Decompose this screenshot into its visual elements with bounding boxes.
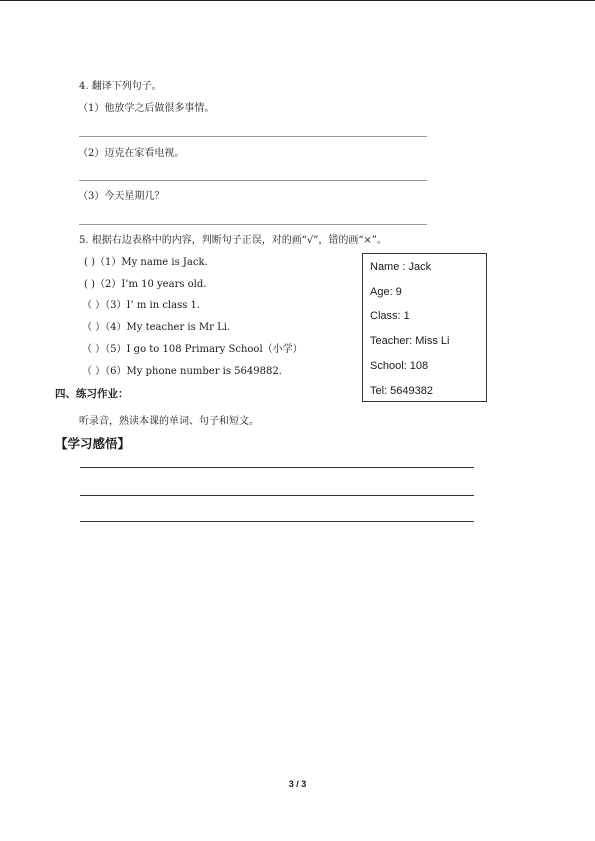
q4-answer-line-1[interactable] — [79, 136, 427, 137]
q5-item-2: ( )（2）I’m 10 years old. — [84, 279, 207, 290]
reflection-line-2[interactable] — [80, 495, 474, 496]
card-teacher: Teacher: Miss Li — [370, 335, 450, 347]
q4-item-2: （2）迈克在家看电视。 — [78, 148, 185, 159]
card-class: Class: 1 — [370, 310, 410, 322]
card-name: Name : Jack — [370, 261, 432, 273]
card-age: Age: 9 — [370, 286, 402, 298]
q4-item-3: （3）今天星期几？ — [78, 191, 165, 202]
reflection-line-1[interactable] — [80, 467, 474, 468]
page-top-border — [0, 0, 595, 1]
card-school: School: 108 — [370, 360, 429, 372]
q4-answer-line-3[interactable] — [79, 224, 427, 225]
q4-item-1: （1）他放学之后做很多事情。 — [78, 103, 215, 114]
q5-item-3: （ ）（3）I’ m in class 1. — [82, 300, 201, 311]
info-card — [362, 253, 487, 402]
q5-item-4: （ ）（4）My teacher is Mr Li. — [82, 322, 231, 333]
q4-answer-line-2[interactable] — [79, 180, 427, 181]
q5-item-5: （ ）（5）I go to 108 Primary School（小学） — [82, 344, 303, 355]
homework-heading: 四、练习作业： — [55, 388, 129, 400]
q5-item-6: （ ）（6）My phone number is 5649882. — [82, 366, 282, 377]
homework-text: 听录音，熟读本课的单词、句子和短文。 — [79, 416, 259, 427]
q5-title: 5. 根据右边表格中的内容，判断句子正误，对的画“√”，错的画“×”。 — [79, 235, 387, 246]
q5-item-1: ( )（1）My name is Jack. — [84, 257, 208, 268]
reflection-heading: 【学习感悟】 — [55, 436, 131, 451]
card-tel: Tel: 5649382 — [370, 385, 433, 397]
q4-title: 4. 翻译下列句子。 — [79, 81, 162, 92]
page-number: 3 / 3 — [288, 779, 307, 789]
reflection-line-3[interactable] — [80, 521, 474, 522]
